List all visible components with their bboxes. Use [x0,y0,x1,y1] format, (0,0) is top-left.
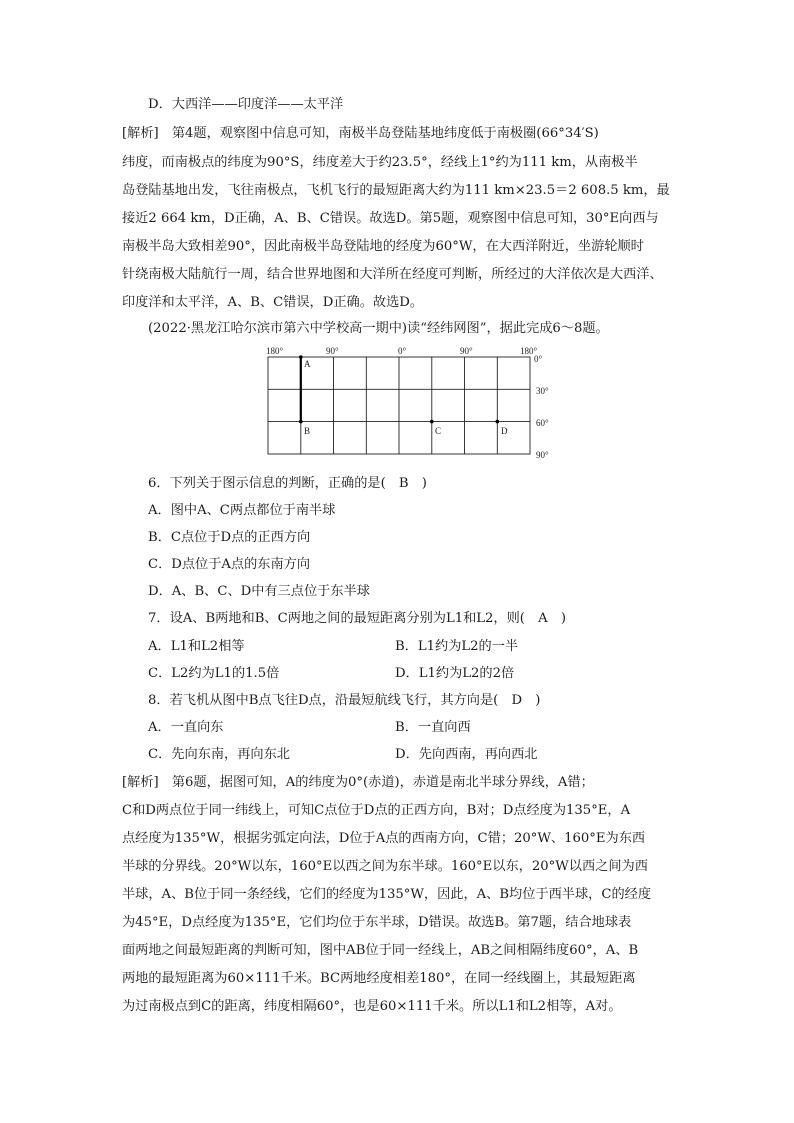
point-d-label: D [501,426,508,436]
top-label-180w: 180° [266,346,284,356]
q8-option-a: A．一直向东 [148,720,224,735]
right-label-30: 30° [536,386,549,396]
analysis1-line-6: 针绕南极大陆航行一周，结合世界地图和大洋所在经度可判断，所经过的大洋依次是大西洋、 [122,267,663,282]
analysis2-line-1: [解析] 第6题，据图可知，A的纬度为0°(赤道)，赤道是南北半球分界线，A错； [122,775,594,790]
top-label-90e: 90° [460,346,473,356]
analysis1-line-5: 南极半岛大致相差90°，因此南极半岛登陆地的经度为60°W，在大西洋附近，坐游轮顺时 [122,239,644,254]
point-a [299,355,303,359]
grid-lines [268,357,530,454]
q8-option-c: C．先向东南，再向东北 [148,747,290,762]
analysis2-line-4: 半球的分界线。20°W以东，160°E以西之间为东半球。160°E以东，20°W以西之间为西 [122,859,648,874]
lat-long-grid-figure [262,344,562,462]
point-b [299,420,303,424]
q6-option-a: A．图中A、C两点都位于南半球 [148,503,336,518]
q7-option-c: C．L2约为L1的1.5倍 [148,666,280,681]
option-d-previous: D．大西洋——印度洋——太平洋 [148,97,344,112]
q6-option-b: B．C点位于D点的正西方向 [148,530,311,545]
analysis2-line-9: 为过南极点到C的距离，纬度相隔60°，也是60×111千米。所以L1和L2相等，A对。 [122,999,622,1014]
point-a-label: A [304,359,311,369]
analysis2-line-7: 面两地之间最短距离的判断可知，图中AB位于同一经线上，AB之间相隔纬度60°，A、B [122,943,639,958]
analysis2-line-5: 半球，A、B位于同一条经线，它们的经度为135°W，因此，A、B均位于西半球，C的经度 [122,887,652,902]
top-label-180e: 180° [520,346,538,356]
q6-option-c: C．D点位于A点的东南方向 [148,557,311,572]
source-intro: (2022·黑龙江哈尔滨市第六中学校高一期中)读“经纬网图”，据此完成6～8题。 [148,321,609,336]
q7-option-d: D．L1约为L2的2倍 [395,666,515,681]
right-label-0: 0° [534,354,543,364]
analysis1-line-3: 岛登陆基地出发，飞往南极点，飞机飞行的最短距离大约为111 km×23.5＝2 608.5 km，最 [122,183,670,198]
q7-stem: 7．设A、B两地和B、C两地之间的最短距离分别为L1和L2，则( A ) [148,611,566,626]
point-c [430,420,434,424]
analysis1-line-7: 印度洋和太平洋，A、B、C错误，D正确。故选D。 [122,295,424,310]
point-c-label: C [435,426,442,436]
right-label-90: 90° [536,450,549,460]
analysis1-line-1: [解析] 第4题，观察图中信息可知，南极半岛登陆基地纬度低于南极圈(66°34′S) [122,126,599,141]
q7-option-b: B．L1约为L2的一半 [395,639,519,654]
analysis1-line-4: 接近2 664 km，D正确，A、B、C错误。故选D。第5题，观察图中信息可知，30°E向西与 [122,211,659,226]
q8-stem: 8．若飞机从图中B点飞往D点，沿最短航线飞行，其方向是( D ) [148,693,541,708]
q8-option-b: B．一直向西 [395,720,471,735]
analysis2-line-6: 为45°E，D点经度为135°E，它们均位于东半球，D错误。故选B。第7题，结合地球表 [122,915,632,930]
analysis1-line-2: 纬度，而南极点的纬度为90°S，纬度差大于约23.5°，经线上1°约为111 km，从南极半 [122,155,638,170]
top-label-90w: 90° [326,346,339,356]
point-b-label: B [304,426,311,436]
right-label-60: 60° [536,418,549,428]
q8-option-d: D．先向西南，再向西北 [395,747,538,762]
analysis2-line-3: 点经度为135°W，根据劣弧定向法，D位于A点的西南方向，C错；20°W、160°E为东西 [122,831,646,846]
top-label-0: 0° [398,346,407,356]
analysis2-line-8: 两地的最短距离为60×111千米。BC两地经度相差180°，在同一经线圈上，其最短距离 [122,971,636,986]
q7-option-a: A．L1和L2相等 [148,639,245,654]
point-d [496,420,500,424]
q6-stem: 6．下列关于图示信息的判断，正确的是( B ) [148,476,427,491]
q6-option-d: D．A、B、C、D中有三点位于东半球 [148,584,370,599]
analysis2-line-2: C和D两点位于同一纬线上，可知C点位于D点的正西方向，B对；D点经度为135°E，A [122,803,631,818]
